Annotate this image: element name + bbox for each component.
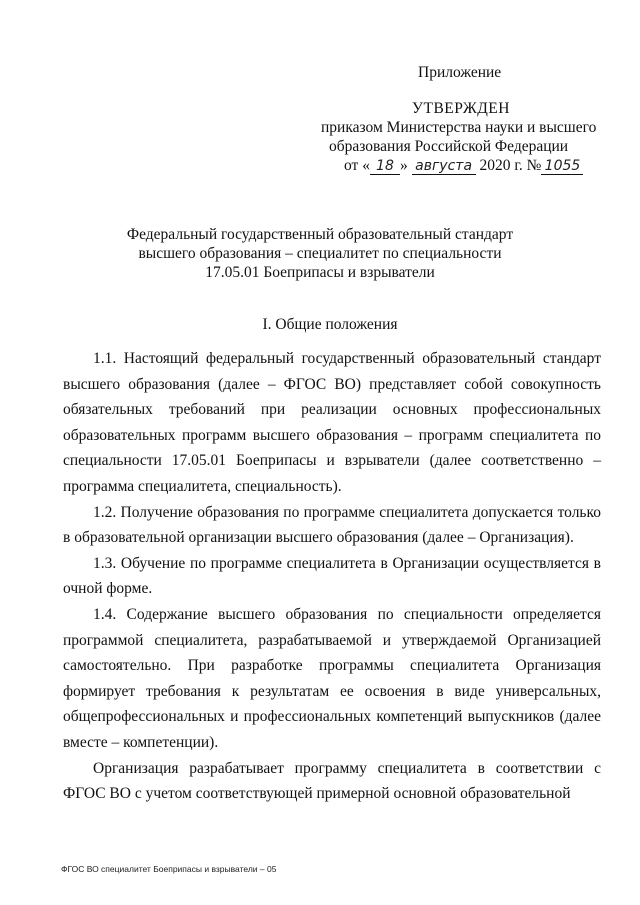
paragraph-continued: Организация разрабатывает программу специалитета в соответствии с ФГОС ВО с учетом соответствующей примерной основной образовательной — [63, 759, 601, 803]
paragraph-1-3: 1.3. Обучение по программе специалитета в Организации осуществляется в очной форме. — [63, 554, 601, 598]
date-day-handwritten: 18 — [370, 158, 400, 175]
date-mid: » — [399, 157, 408, 174]
standard-title-line-3: 17.05.01 Боеприпасы и взрыватели — [205, 264, 435, 281]
date-year: 2020 г. № — [479, 157, 542, 174]
standard-title-line-2: высшего образования – специалитет по специальности — [138, 245, 502, 262]
date-month-handwritten: августа — [412, 158, 476, 175]
paragraph-1-4: 1.4. Содержание высшего образования по специальности определяется программой специалитета, разрабатываемой и утверждаемой Организацией самостоятельно. При разработке программы специалитета Организация формирует требования к результатам ее освоения в виде универсальных, общепрофессиональных и профессиональных компетенций выпускников (далее вместе – компетенции). — [63, 605, 601, 751]
order-date-line — [344, 157, 583, 175]
order-line-1: приказом Министерства науки и высшего — [321, 119, 597, 136]
standard-title-line-1: Федеральный государственный образовательный стандарт — [126, 226, 514, 243]
section-heading: I. Общие положения — [262, 316, 398, 333]
document-body — [63, 346, 601, 807]
order-line-2: образования Российской Федерации — [329, 138, 569, 155]
date-prefix: от « — [344, 157, 370, 174]
order-number-handwritten: 1055 — [541, 158, 583, 175]
page-footer: ФГОС ВО специалитет Боеприпасы и взрыватели – 05 — [61, 864, 277, 874]
approved-label: УТВЕРЖДЕН — [412, 100, 510, 117]
paragraph-1-1: 1.1. Настоящий федеральный государственный образовательный стандарт высшего образования (далее – ФГОС ВО) представляет собой совокупность обязательных требований при реализации основных профессиональных образовательных программ высшего образования – программ специалитета по специальности 17.05.01 Боеприпасы и взрыватели (далее соответственно – программа специалитета, специальность). — [63, 350, 601, 495]
paragraph-1-2: 1.2. Получение образования по программе специалитета допускается только в образовательной организации высшего образования (далее – Организация). — [63, 503, 601, 547]
appendix-label: Приложение — [418, 64, 502, 81]
